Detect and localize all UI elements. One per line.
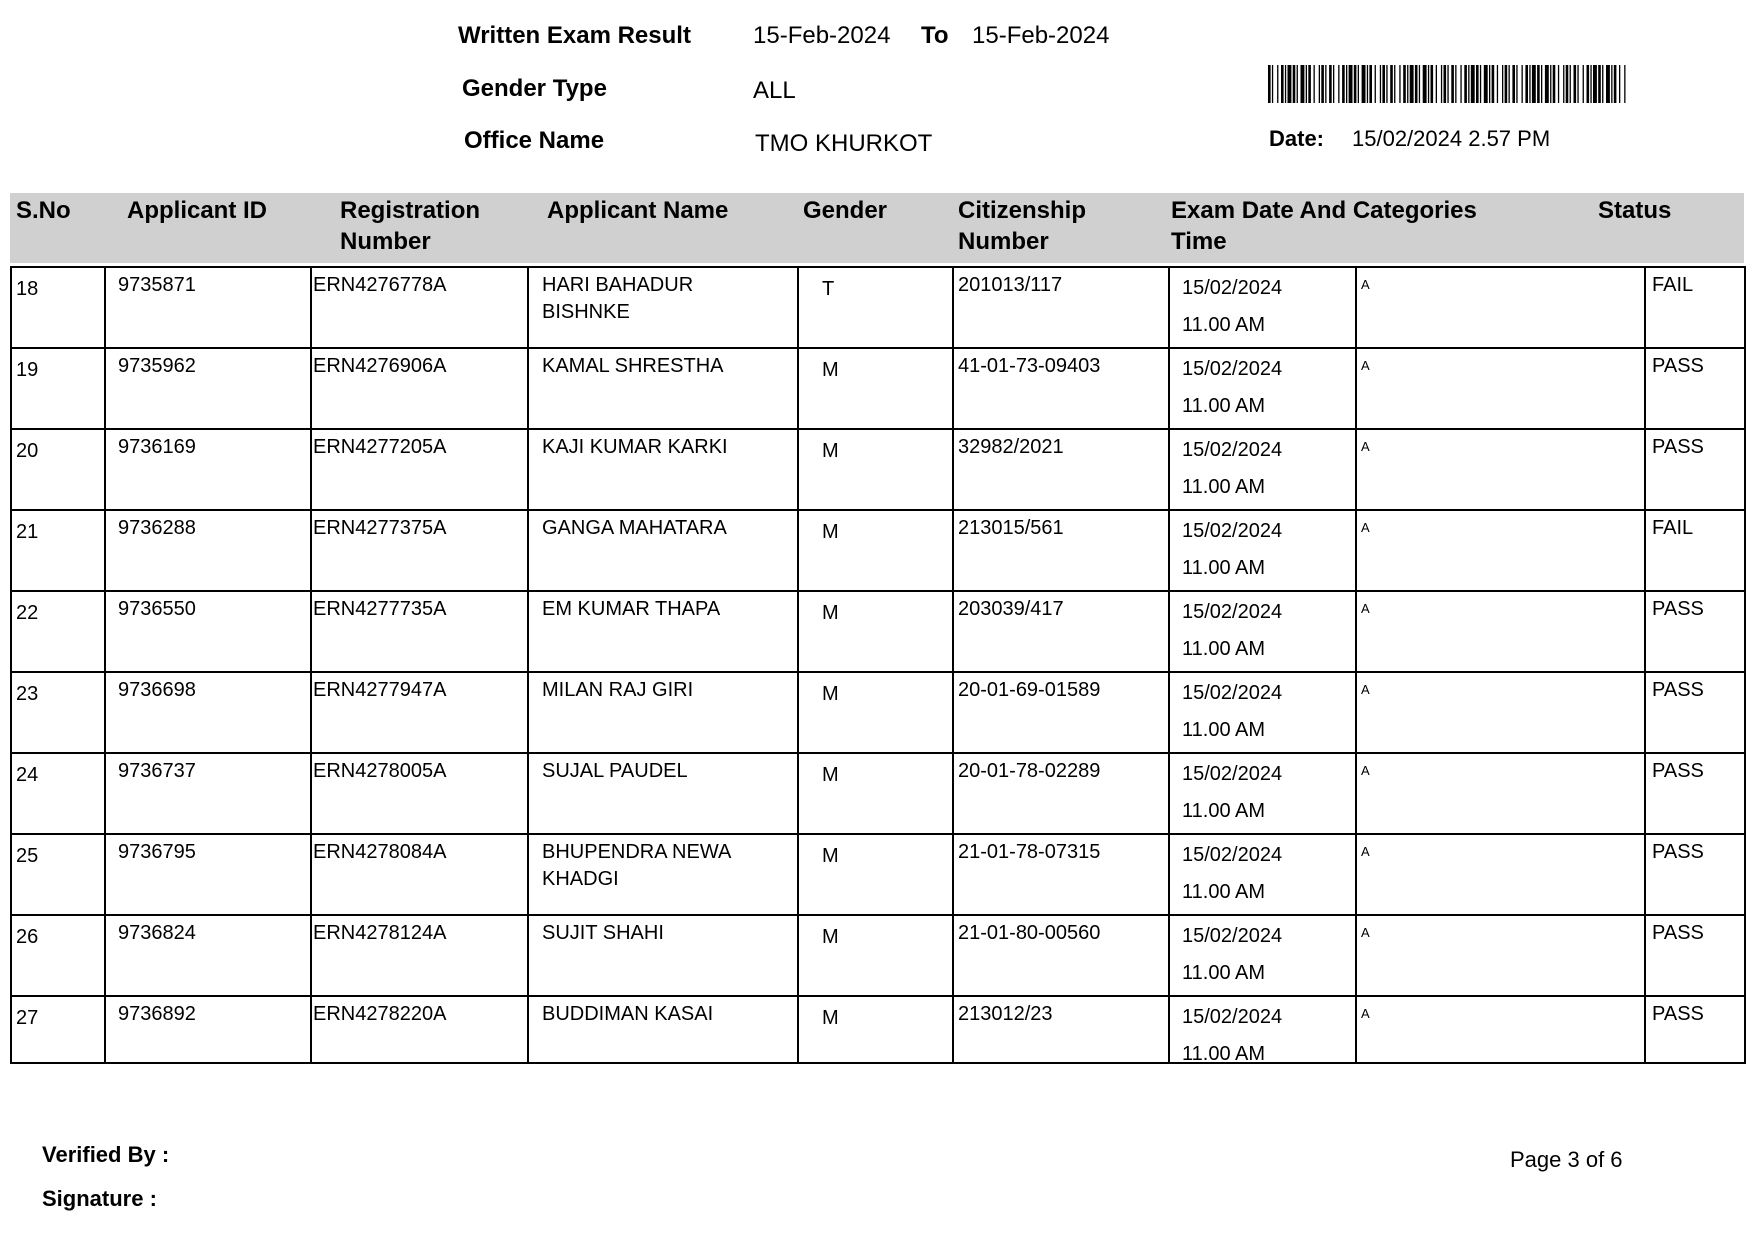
barcode-bar bbox=[1407, 65, 1408, 103]
cell-applicant-name-line1: BHUPENDRA NEWA bbox=[542, 841, 732, 863]
barcode-bar bbox=[1306, 65, 1307, 103]
cell-category: A bbox=[1361, 520, 1370, 535]
barcode-bar bbox=[1497, 65, 1498, 103]
table-row bbox=[12, 430, 1744, 511]
cell-exam-time: 11.00 AM bbox=[1182, 1043, 1266, 1065]
barcode-bar bbox=[1444, 65, 1447, 103]
cell-exam-time: 11.00 AM bbox=[1182, 638, 1266, 660]
cell-gender: M bbox=[822, 683, 839, 705]
barcode-bar bbox=[1451, 65, 1454, 103]
cell-applicant-id: 9736737 bbox=[118, 760, 196, 782]
cell-status: PASS bbox=[1652, 1003, 1704, 1025]
office-name-label: Office Name bbox=[464, 127, 605, 154]
col-header-citizenship bbox=[958, 195, 1086, 257]
barcode-bar bbox=[1358, 65, 1359, 103]
date-value: 15/02/2024 2.57 PM bbox=[1352, 126, 1551, 151]
table-row bbox=[12, 268, 1744, 349]
barcode-bar bbox=[1587, 65, 1590, 103]
barcode-bar bbox=[1516, 65, 1517, 103]
gender-type-value: ALL bbox=[753, 77, 796, 104]
col-header-applicant-id: Applicant ID bbox=[127, 197, 268, 224]
barcode-bar bbox=[1460, 65, 1461, 103]
col-header-citizenship-line2: Number bbox=[958, 228, 1049, 255]
col-header-registration-line2: Number bbox=[340, 228, 431, 255]
barcode-bar bbox=[1574, 65, 1577, 103]
barcode-bar bbox=[1545, 65, 1549, 103]
barcode-bar bbox=[1285, 65, 1286, 103]
cell-gender: M bbox=[822, 1007, 839, 1029]
cell-applicant-name bbox=[542, 758, 688, 785]
cell-category: A bbox=[1361, 682, 1370, 697]
barcode-bar bbox=[1325, 65, 1326, 103]
cell-sno: 25 bbox=[16, 845, 39, 867]
gender-type-label: Gender Type bbox=[462, 75, 607, 102]
barcode-bar bbox=[1553, 65, 1556, 103]
cell-sno: 19 bbox=[16, 359, 39, 381]
barcode-bar bbox=[1532, 65, 1536, 103]
cell-citizenship-number: 203039/417 bbox=[958, 598, 1064, 620]
col-header-citizenship-line1: Citizenship bbox=[958, 197, 1087, 224]
barcode-bar bbox=[1480, 65, 1481, 103]
barcode-bar bbox=[1590, 65, 1591, 103]
cell-applicant-id: 9736824 bbox=[118, 922, 196, 944]
cell-gender: M bbox=[822, 602, 839, 624]
cell-sno: 24 bbox=[16, 764, 39, 786]
barcode-bar bbox=[1272, 65, 1273, 103]
table-row bbox=[12, 754, 1744, 835]
cell-applicant-name bbox=[542, 596, 720, 623]
cell-applicant-name bbox=[542, 839, 731, 893]
cell-applicant-name-line1: SUJAL PAUDEL bbox=[542, 760, 688, 782]
barcode-bar bbox=[1614, 65, 1617, 103]
barcode-bar bbox=[1293, 65, 1296, 103]
cell-category: A bbox=[1361, 844, 1370, 859]
barcode-bar bbox=[1436, 65, 1437, 103]
table-header bbox=[10, 193, 1744, 263]
cell-applicant-id: 9736892 bbox=[118, 1003, 196, 1025]
barcode-bar bbox=[1342, 65, 1345, 103]
cell-gender: M bbox=[822, 440, 839, 462]
barcode-bar bbox=[1570, 65, 1571, 103]
barcode-bar bbox=[1380, 65, 1381, 103]
table-row bbox=[12, 916, 1744, 997]
cell-applicant-name-line1: HARI BAHADUR bbox=[542, 274, 694, 296]
barcode-bar bbox=[1441, 65, 1442, 103]
cell-applicant-name-line1: KAJI KUMAR KARKI bbox=[542, 436, 728, 458]
barcode-bar bbox=[1550, 65, 1551, 103]
barcode-bar bbox=[1619, 65, 1620, 103]
barcode-bar bbox=[1541, 65, 1542, 103]
barcode-bar bbox=[1502, 65, 1503, 103]
barcode-bar bbox=[1354, 65, 1357, 103]
barcode-bar bbox=[1525, 65, 1528, 103]
cell-applicant-name-line1: EM KUMAR THAPA bbox=[542, 598, 721, 620]
table-row bbox=[12, 673, 1744, 754]
cell-citizenship-number: 21-01-80-00560 bbox=[958, 922, 1101, 944]
barcode-bar bbox=[1577, 65, 1578, 103]
cell-citizenship-number: 213012/23 bbox=[958, 1003, 1053, 1025]
report-title-label: Written Exam Result bbox=[458, 22, 691, 49]
barcode-bar bbox=[1308, 65, 1311, 103]
barcode-bar bbox=[1375, 65, 1376, 103]
cell-registration-number: ERN4278084A bbox=[313, 841, 447, 863]
cell-exam-time: 11.00 AM bbox=[1182, 962, 1266, 984]
date-from: 15-Feb-2024 bbox=[753, 22, 891, 49]
cell-exam-date: 15/02/2024 bbox=[1182, 925, 1283, 947]
cell-applicant-id: 9736169 bbox=[118, 436, 196, 458]
barcode-bar bbox=[1382, 65, 1385, 103]
cell-sno: 21 bbox=[16, 521, 39, 543]
cell-status: PASS bbox=[1652, 922, 1704, 944]
cell-gender: M bbox=[822, 764, 839, 786]
col-header-registration bbox=[340, 195, 480, 257]
barcode-bar bbox=[1598, 65, 1601, 103]
barcode-bar bbox=[1431, 65, 1434, 103]
cell-registration-number: ERN4277947A bbox=[313, 679, 447, 701]
cell-gender: T bbox=[822, 278, 835, 300]
barcode-bar bbox=[1447, 65, 1448, 103]
cell-exam-date: 15/02/2024 bbox=[1182, 844, 1283, 866]
cell-sno: 18 bbox=[16, 278, 39, 300]
barcode-bar bbox=[1349, 65, 1353, 103]
cell-applicant-id: 9736288 bbox=[118, 517, 196, 539]
barcode-bar bbox=[1602, 65, 1603, 103]
col-header-exam-line2: Time bbox=[1171, 228, 1227, 255]
cell-exam-time: 11.00 AM bbox=[1182, 719, 1266, 741]
cell-category: A bbox=[1361, 925, 1370, 940]
barcode-bar bbox=[1367, 65, 1368, 103]
cell-applicant-name-line1: MILAN RAJ GIRI bbox=[542, 679, 694, 701]
cell-applicant-name bbox=[542, 353, 724, 380]
barcode-bar bbox=[1593, 65, 1597, 103]
cell-applicant-id: 9735871 bbox=[118, 274, 196, 296]
cell-citizenship-number: 41-01-73-09403 bbox=[958, 355, 1101, 377]
barcode-bar bbox=[1277, 65, 1278, 103]
barcode-bar bbox=[1471, 65, 1475, 103]
cell-status: PASS bbox=[1652, 841, 1704, 863]
cell-exam-date: 15/02/2024 bbox=[1182, 682, 1283, 704]
cell-status: PASS bbox=[1652, 355, 1704, 377]
barcode-image bbox=[1268, 65, 1626, 103]
signature-label: Signature : bbox=[42, 1186, 157, 1211]
office-name-value: TMO KHURKOT bbox=[755, 130, 933, 157]
cell-sno: 20 bbox=[16, 440, 39, 462]
cell-registration-number: ERN4278005A bbox=[313, 760, 447, 782]
table-row bbox=[12, 349, 1744, 430]
cell-citizenship-number: 201013/117 bbox=[958, 274, 1063, 296]
barcode-bar bbox=[1329, 65, 1332, 103]
barcode-bar bbox=[1583, 65, 1584, 103]
cell-applicant-name-line2: KHADGI bbox=[542, 868, 619, 890]
barcode-bar bbox=[1415, 65, 1418, 103]
cell-exam-date: 15/02/2024 bbox=[1182, 601, 1283, 623]
barcode-bar bbox=[1455, 65, 1456, 103]
cell-applicant-name-line2: BISHNKE bbox=[542, 301, 630, 323]
barcode-bar bbox=[1489, 65, 1490, 103]
barcode-bar bbox=[1606, 65, 1610, 103]
cell-citizenship-number: 32982/2021 bbox=[958, 436, 1064, 458]
cell-category: A bbox=[1361, 601, 1370, 616]
cell-gender: M bbox=[822, 926, 839, 948]
barcode-bar bbox=[1464, 65, 1467, 103]
cell-registration-number: ERN4276906A bbox=[313, 355, 447, 377]
col-header-applicant-name: Applicant Name bbox=[547, 197, 729, 224]
cell-status: PASS bbox=[1652, 679, 1704, 701]
cell-status: FAIL bbox=[1652, 517, 1694, 539]
barcode-bar bbox=[1394, 65, 1395, 103]
cell-exam-date: 15/02/2024 bbox=[1182, 358, 1283, 380]
col-header-sno: S.No bbox=[16, 197, 71, 224]
cell-applicant-name-line1: SUJIT SHAHI bbox=[542, 922, 664, 944]
barcode-bar bbox=[1314, 65, 1315, 103]
cell-registration-number: ERN4277375A bbox=[313, 517, 447, 539]
cell-applicant-name bbox=[542, 920, 664, 947]
barcode-bar bbox=[1505, 65, 1508, 103]
barcode-bar bbox=[1428, 65, 1429, 103]
cell-applicant-name-line1: GANGA MAHATARA bbox=[542, 517, 727, 539]
cell-exam-date: 15/02/2024 bbox=[1182, 439, 1283, 461]
cell-category: A bbox=[1361, 277, 1370, 292]
cell-sno: 26 bbox=[16, 926, 39, 948]
cell-exam-time: 11.00 AM bbox=[1182, 881, 1266, 903]
barcode-bar bbox=[1333, 65, 1334, 103]
col-header-exam-line1: Exam Date And Categories bbox=[1171, 197, 1477, 224]
cell-category: A bbox=[1361, 358, 1370, 373]
cell-applicant-name bbox=[542, 515, 727, 542]
cell-status: PASS bbox=[1652, 760, 1704, 782]
cell-exam-date: 15/02/2024 bbox=[1182, 277, 1283, 299]
cell-sno: 23 bbox=[16, 683, 39, 705]
cell-applicant-id: 9736795 bbox=[118, 841, 196, 863]
verified-by-label: Verified By : bbox=[42, 1142, 170, 1167]
barcode-bar bbox=[1484, 65, 1488, 103]
cell-sno: 22 bbox=[16, 602, 39, 624]
cell-exam-time: 11.00 AM bbox=[1182, 800, 1266, 822]
barcode-bar bbox=[1419, 65, 1420, 103]
date-to: 15-Feb-2024 bbox=[972, 22, 1110, 49]
cell-status: PASS bbox=[1652, 436, 1704, 458]
barcode-bar bbox=[1288, 65, 1292, 103]
table-row bbox=[12, 511, 1744, 592]
barcode-bar bbox=[1321, 65, 1324, 103]
cell-exam-date: 15/02/2024 bbox=[1182, 520, 1283, 542]
cell-citizenship-number: 20-01-69-01589 bbox=[958, 679, 1101, 701]
cell-registration-number: ERN4277735A bbox=[313, 598, 447, 620]
barcode-bar bbox=[1509, 65, 1510, 103]
barcode-bar bbox=[1281, 65, 1284, 103]
cell-gender: M bbox=[822, 359, 839, 381]
cell-registration-number: ERN4276778A bbox=[313, 274, 447, 296]
barcode-bar bbox=[1268, 65, 1271, 103]
barcode-bar bbox=[1423, 65, 1427, 103]
cell-applicant-name bbox=[542, 272, 693, 326]
cell-applicant-id: 9736550 bbox=[118, 598, 196, 620]
cell-applicant-name bbox=[542, 434, 728, 461]
barcode-bar bbox=[1566, 65, 1569, 103]
barcode-bar bbox=[1468, 65, 1469, 103]
barcode-bar bbox=[1410, 65, 1414, 103]
barcode-bar bbox=[1301, 65, 1305, 103]
cell-applicant-name-line1: BUDDIMAN KASAI bbox=[542, 1003, 714, 1025]
barcode-bar bbox=[1476, 65, 1479, 103]
barcode-bar bbox=[1319, 65, 1320, 103]
cell-category: A bbox=[1361, 763, 1370, 778]
barcode-bar bbox=[1537, 65, 1540, 103]
to-label: To bbox=[921, 22, 949, 49]
cell-registration-number: ERN4277205A bbox=[313, 436, 447, 458]
barcode-bar bbox=[1611, 65, 1612, 103]
barcode-bar bbox=[1403, 65, 1406, 103]
cell-applicant-id: 9735962 bbox=[118, 355, 196, 377]
cell-exam-time: 11.00 AM bbox=[1182, 395, 1266, 417]
cell-registration-number: ERN4278124A bbox=[313, 922, 447, 944]
barcode-bar bbox=[1512, 65, 1515, 103]
col-header-registration-line1: Registration bbox=[340, 197, 481, 224]
cell-status: FAIL bbox=[1652, 274, 1694, 296]
barcode-bar bbox=[1624, 65, 1625, 103]
cell-applicant-name-line1: KAMAL SHRESTHA bbox=[542, 355, 724, 377]
cell-applicant-id: 9736698 bbox=[118, 679, 196, 701]
cell-gender: M bbox=[822, 845, 839, 867]
col-header-gender: Gender bbox=[803, 197, 888, 224]
cell-citizenship-number: 21-01-78-07315 bbox=[958, 841, 1101, 863]
col-header-exam bbox=[1171, 195, 1477, 257]
cell-applicant-name bbox=[542, 1001, 713, 1028]
barcode-bar bbox=[1558, 65, 1559, 103]
cell-citizenship-number: 20-01-78-02289 bbox=[958, 760, 1101, 782]
barcode-bar bbox=[1369, 65, 1372, 103]
barcode-bar bbox=[1399, 65, 1400, 103]
barcode-bar bbox=[1529, 65, 1530, 103]
cell-gender: M bbox=[822, 521, 839, 543]
cell-exam-time: 11.00 AM bbox=[1182, 476, 1266, 498]
cell-exam-date: 15/02/2024 bbox=[1182, 763, 1283, 785]
cell-exam-date: 15/02/2024 bbox=[1182, 1006, 1283, 1028]
cell-citizenship-number: 213015/561 bbox=[958, 517, 1064, 539]
results-table bbox=[10, 266, 1746, 1064]
barcode-bar bbox=[1390, 65, 1393, 103]
table-row bbox=[12, 997, 1744, 1076]
barcode-bar bbox=[1338, 65, 1339, 103]
barcode-bar bbox=[1386, 65, 1387, 103]
barcode-bar bbox=[1522, 65, 1523, 103]
barcode-bar bbox=[1563, 65, 1564, 103]
cell-exam-time: 11.00 AM bbox=[1182, 314, 1266, 336]
cell-applicant-name bbox=[542, 677, 693, 704]
cell-status: PASS bbox=[1652, 598, 1704, 620]
page-number: Page 3 of 6 bbox=[1510, 1147, 1623, 1172]
table-row bbox=[12, 835, 1744, 916]
table-row bbox=[12, 592, 1744, 673]
barcode-bar bbox=[1492, 65, 1495, 103]
barcode-bar bbox=[1346, 65, 1347, 103]
col-header-status: Status bbox=[1598, 197, 1672, 224]
barcode-bar bbox=[1297, 65, 1298, 103]
cell-category: A bbox=[1361, 439, 1370, 454]
barcode-bar bbox=[1362, 65, 1366, 103]
cell-exam-time: 11.00 AM bbox=[1182, 557, 1266, 579]
cell-registration-number: ERN4278220A bbox=[313, 1003, 447, 1025]
cell-sno: 27 bbox=[16, 1007, 39, 1029]
date-label: Date: bbox=[1269, 126, 1325, 151]
cell-category: A bbox=[1361, 1006, 1370, 1021]
